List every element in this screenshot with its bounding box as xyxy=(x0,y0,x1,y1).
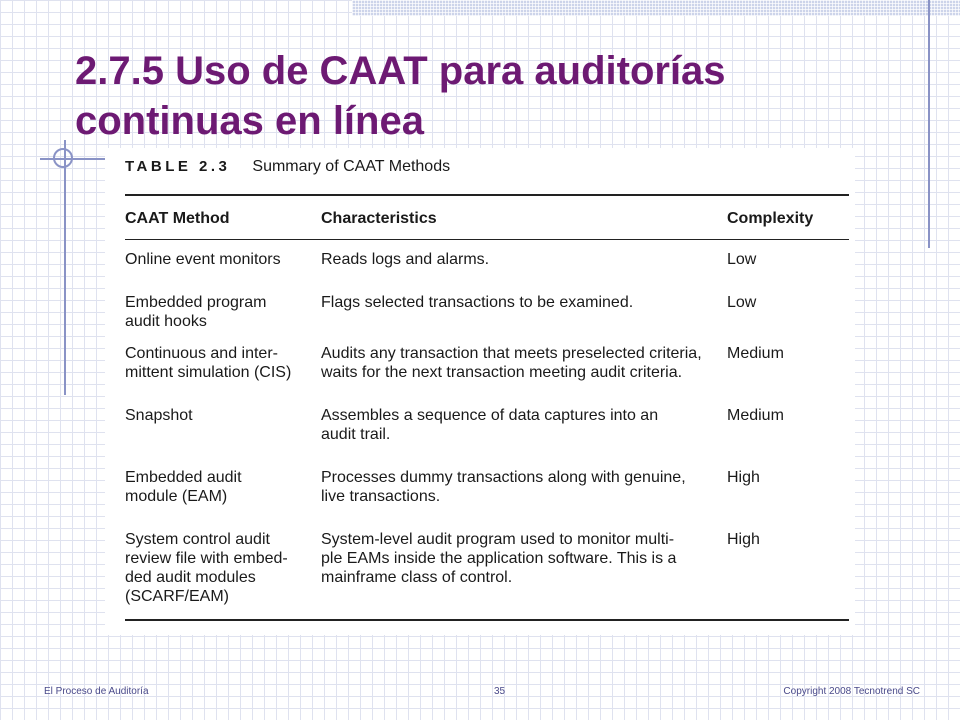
row-4-characteristics xyxy=(321,406,721,444)
slide-title: 2.7.5 Uso de CAAT para auditorías continuas en línea xyxy=(75,49,726,143)
table-caption xyxy=(125,158,450,176)
crosshair-ornament-icon xyxy=(53,148,73,168)
row-3-characteristics-line: Audits any transaction that meets preselected criteria, xyxy=(321,345,702,362)
caat-summary-table xyxy=(105,148,855,635)
footer-copyright: Copyright 2008 Tecnotrend SC xyxy=(783,686,920,697)
row-4-complexity: Medium xyxy=(727,407,784,424)
row-6-characteristics-line: System-level audit program used to monitor multi- xyxy=(321,531,675,548)
row-2-method-line: audit hooks xyxy=(125,313,207,330)
row-1-characteristics xyxy=(321,250,721,269)
row-6-characteristics xyxy=(321,530,721,587)
decorative-vertical-line-right xyxy=(928,0,930,248)
header-caat-method: CAAT Method xyxy=(125,210,230,227)
row-5-method xyxy=(125,468,315,506)
row-2-characteristics-line: Flags selected transactions to be examined. xyxy=(321,294,634,311)
row-2-complexity: Low xyxy=(727,294,757,311)
row-6-method-line: (SCARF/EAM) xyxy=(125,588,229,605)
row-6-complexity: High xyxy=(727,531,760,548)
row-1-method-line: Online event monitors xyxy=(125,251,281,268)
table-label: TABLE 2.3 xyxy=(125,158,231,175)
row-6-characteristics-line: mainframe class of control. xyxy=(321,569,513,586)
row-5-characteristics-line: live transactions. xyxy=(321,488,441,505)
row-5-characteristics xyxy=(321,468,721,506)
table-header-rule xyxy=(125,239,849,240)
row-1-characteristics-line: Reads logs and alarms. xyxy=(321,251,490,268)
decorative-top-band xyxy=(352,0,960,16)
table-top-rule xyxy=(125,194,849,196)
row-3-characteristics-line: waits for the next transaction meeting audit criteria. xyxy=(321,364,683,381)
row-1-complexity: Low xyxy=(727,251,757,268)
row-4-method xyxy=(125,406,315,425)
row-5-complexity: High xyxy=(727,469,760,486)
row-4-characteristics-line: audit trail. xyxy=(321,426,391,443)
row-5-method-line: module (EAM) xyxy=(125,488,228,505)
footer-page-number: 35 xyxy=(494,686,506,697)
row-2-characteristics xyxy=(321,293,721,312)
row-3-complexity: Medium xyxy=(727,345,784,362)
row-3-method-line: mittent simulation (CIS) xyxy=(125,364,292,381)
row-4-characteristics-line: Assembles a sequence of data captures into an xyxy=(321,407,659,424)
row-3-method xyxy=(125,344,315,382)
row-5-method-line: Embedded audit xyxy=(125,469,242,486)
row-6-characteristics-line: ple EAMs inside the application software. This is a xyxy=(321,550,677,567)
row-6-method-line: System control audit xyxy=(125,531,270,548)
header-complexity: Complexity xyxy=(727,210,814,227)
footer-presentation-title: El Proceso de Auditoría xyxy=(44,686,149,697)
row-2-method-line: Embedded program xyxy=(125,294,267,311)
row-3-method-line: Continuous and inter- xyxy=(125,345,278,362)
row-6-method-line: ded audit modules xyxy=(125,569,256,586)
header-characteristics: Characteristics xyxy=(321,210,437,227)
table-caption-text: Summary of CAAT Methods xyxy=(252,158,451,175)
row-6-method-line: review file with embed- xyxy=(125,550,288,567)
table-bottom-rule xyxy=(125,619,849,621)
row-5-characteristics-line: Processes dummy transactions along with genuine, xyxy=(321,469,686,486)
row-2-method xyxy=(125,293,315,331)
row-4-method-line: Snapshot xyxy=(125,407,193,424)
decorative-vertical-line-left xyxy=(64,140,66,395)
row-3-characteristics xyxy=(321,344,721,382)
row-1-method xyxy=(125,250,315,269)
row-6-method xyxy=(125,530,315,606)
